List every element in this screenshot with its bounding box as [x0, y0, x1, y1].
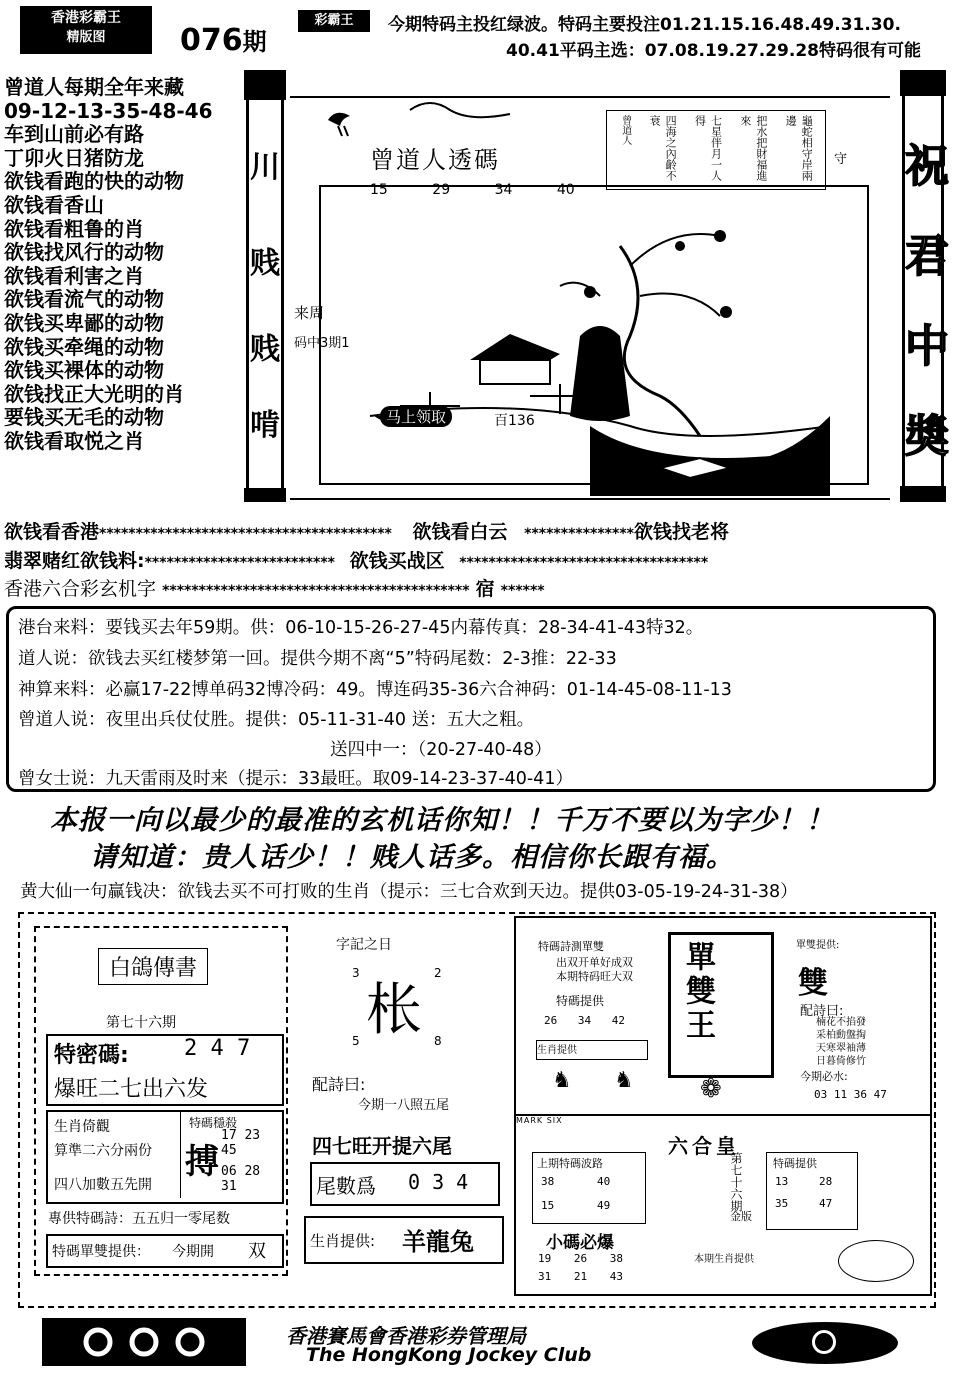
- right-scroll: [902, 96, 949, 488]
- sdk-poem-label: 配詩曰:: [800, 1004, 844, 1019]
- footer-logo-right: [752, 1322, 898, 1364]
- left-clue-item: 欲钱看粗鲁的肖: [4, 216, 144, 241]
- guard-char: 守: [834, 152, 848, 167]
- small-row-1: 19 26 38: [538, 1252, 623, 1265]
- lhk-issue: 第七十六期: [729, 1152, 743, 1212]
- tm-bao: 爆旺二七出六发: [54, 1077, 209, 1102]
- left-scroll: [246, 100, 284, 490]
- panel-liuhe-king: [514, 1114, 932, 1296]
- poem-col-1: 龜蛇相守岸兩邊: [784, 115, 814, 181]
- left-clue-item: 欲钱找正大光明的肖: [4, 381, 184, 406]
- info-row-1: 港台来料：要钱买去年59期。供：06-10-15-26-27-45内幕传真：28-34-41-43特32。: [18, 618, 704, 638]
- special-nums-1: 17 23 45: [221, 1128, 261, 1158]
- single-value: 今期開: [172, 1244, 214, 1260]
- tm-value: 2 4 7: [184, 1036, 251, 1061]
- tail-value: 0 3 4: [408, 1170, 469, 1194]
- sdk-sx: 生肖提供: [536, 1040, 648, 1060]
- left-clue-item: 曾道人每期全年来藏: [4, 75, 184, 99]
- single-label: 特碼單雙提供：: [52, 1244, 150, 1260]
- horse-icon-1: ♞: [552, 1068, 572, 1093]
- wave-title: 上期特碼波路: [537, 1157, 603, 1170]
- suan-text: 算準二六分兩份: [54, 1143, 152, 1159]
- sx-value: 羊龍兔: [402, 1227, 474, 1256]
- wave-n3: 15: [541, 1199, 555, 1212]
- header-line-2: 40.41平码主选：07.08.19.27.29.28特码很有可能: [506, 41, 922, 61]
- word-day-n8: 8: [434, 1034, 442, 1048]
- left-clue-item: 要钱买无毛的动物: [4, 405, 164, 430]
- shengxiao-box: [46, 1110, 284, 1204]
- slogan-1: 本报一向以最少的最准的玄机话你知！！千万不要以为字少！！: [50, 805, 834, 836]
- sijia-text: 四八加數五先開: [54, 1177, 152, 1193]
- word-day-n3: 3: [352, 966, 360, 980]
- footer-cn: 香港賽馬會香港彩券管理局: [286, 1324, 526, 1348]
- poem-col-4: 四海之內齡不衰: [648, 115, 678, 181]
- left-scroll-char-3: 贱: [250, 332, 280, 367]
- footer-en: The HongKong Jockey Club: [306, 1344, 592, 1366]
- sdk-line2: 本期特码旺大双: [556, 970, 633, 983]
- sx-box: [304, 1216, 504, 1264]
- logo-left-line1: 香港彩霸王: [51, 10, 121, 26]
- word-day-poem: 今期一八照五尾: [358, 1098, 450, 1113]
- lhk-title: 六合皇: [668, 1134, 740, 1158]
- word-day-n5: 5: [352, 1034, 360, 1048]
- sdk-line1: 出双开单好成双: [556, 956, 633, 969]
- horse-icon-2: ♞: [614, 1068, 634, 1093]
- info-row-3: 神算来料：必赢17-22博单码32博冷码：49。博连码35-36六合神码：01-14-45-08-11-13: [18, 680, 732, 700]
- header-line-1: 今期特码主投红绿波。特码主要投注01.21.15.16.48.49.31.30.: [388, 15, 901, 35]
- sdk-title: 特碼詩測單雙: [538, 940, 604, 953]
- special-poem: 專供特碼詩：五五归一零尾数: [48, 1211, 230, 1227]
- star-line-3: 香港六合彩玄机字 ****************************************** 宿 ******: [4, 578, 545, 600]
- panel-single-double-king: [514, 916, 932, 1116]
- tp-n1: 13: [775, 1175, 789, 1188]
- word-day-poem-label: 配詩曰:: [312, 1075, 366, 1094]
- sx-label: 生肖提供:: [310, 1232, 376, 1250]
- sdk-nums: 26 34 42: [544, 1014, 625, 1027]
- tm-label: 特密碼:: [54, 1043, 129, 1068]
- left-clue-list: [4, 76, 244, 454]
- sdk-ss-label: 單雙提供:: [796, 940, 840, 951]
- tp-n2: 28: [819, 1175, 833, 1188]
- lhk-issue2: 金版: [730, 1210, 752, 1223]
- left-clue-item: 欲钱看取悦之肖: [4, 428, 144, 453]
- picture-panel: [244, 70, 949, 502]
- wave-n1: 38: [541, 1175, 555, 1188]
- right-scroll-char-1: 祝: [905, 141, 949, 192]
- right-scroll-char-2: 君: [905, 231, 949, 282]
- tail-label: 尾數爲: [316, 1174, 376, 1198]
- poem-col-5: 曾道人: [619, 115, 631, 145]
- poem-box: [606, 110, 826, 190]
- word-day-big: 四七旺开提六尾: [312, 1134, 452, 1158]
- footer-logo-left: [42, 1318, 246, 1366]
- tp-n4: 47: [819, 1197, 833, 1210]
- left-scroll-top: [244, 70, 286, 100]
- sdk-poem: 楠花不掐發 采柏動盤掏 天寒翠袖薄 日暮倚修竹: [816, 1017, 866, 1067]
- small-title: 小碼必爆: [546, 1233, 614, 1253]
- left-clue-item: 欲钱买卑鄙的动物: [4, 310, 164, 335]
- info-row-2: 道人说：欲钱去买红楼梦第一回。提供今期不离“5”特码尾数：2-3推：22-33: [18, 649, 617, 669]
- left-clue-item: 欲钱看香山: [4, 192, 104, 217]
- huang-line: 黄大仙一句赢钱决：欲钱去买不可打败的生肖（提示：三七合欢到天边。提供03-05-19-24-31-38）: [20, 882, 798, 902]
- small-row-2: 31 21 43: [538, 1270, 623, 1283]
- left-clue-item: 欲钱看流气的动物: [4, 287, 164, 312]
- sdk-must-label: 今期必水:: [800, 1070, 848, 1083]
- poem-col-3: 七星伴月一人得: [693, 115, 723, 181]
- info-row-5: 送四中一：（20-27-40-48）: [330, 740, 552, 760]
- panel-white-dove: [34, 926, 288, 1276]
- wave-box: [532, 1152, 646, 1224]
- shengxiao-label: 生肖倚觀: [54, 1119, 110, 1135]
- panel-word-day: [300, 926, 506, 1276]
- left-clue-item: 车到山前必有路: [4, 122, 144, 147]
- left-scroll-char-1: 川: [250, 150, 280, 185]
- king-text: 單雙王: [680, 941, 715, 1043]
- overlay-text-2: 码中3期1: [294, 336, 350, 351]
- white-dove-issue: 第七十六期: [106, 1015, 176, 1031]
- sdk-ss-value: 雙: [798, 966, 828, 1001]
- left-scroll-bottom: [244, 488, 286, 502]
- tail-box: [310, 1162, 500, 1206]
- word-day-title: 字記之日: [336, 937, 392, 953]
- left-scroll-char-4: 啃: [250, 408, 280, 443]
- info-row-6: 曾女士说：九天雷雨及时来（提示：33最旺。取09-14-23-37-40-41）: [18, 769, 573, 789]
- white-dove-title: 白鴿傳書: [98, 948, 208, 985]
- star-line-2: 翡翠赌红欲钱料:************************** 欲钱买战区 **********************************: [4, 550, 709, 572]
- footer-swirl-icon: [42, 1318, 246, 1366]
- header-logo-left: [20, 6, 152, 54]
- seal-icon: [838, 1240, 914, 1282]
- star-line-1: 欲钱看香港**************************************** 欲钱看白云 ***************欲钱找老将: [4, 521, 729, 543]
- footer-emblem-icon: [812, 1330, 836, 1354]
- special-nums-2: 06 28 31: [221, 1164, 261, 1194]
- tm-box: [46, 1034, 284, 1106]
- right-scroll-bottom: [900, 486, 946, 502]
- ornament-icon: ❁: [700, 1074, 722, 1104]
- left-clue-item: 欲钱买牵绳的动物: [4, 334, 164, 359]
- word-day-char: 枨: [366, 978, 422, 1043]
- word-day-n2: 2: [434, 966, 442, 980]
- sdk-must-nums: 03 11 36 47: [814, 1088, 887, 1101]
- left-clue-item: 欲钱看跑的快的动物: [4, 169, 184, 194]
- left-clue-item: 09-12-13-35-48-46: [4, 98, 213, 123]
- overlay-text-3: 马上领取: [380, 406, 452, 427]
- header-logo-mid: 彩霸王: [298, 10, 370, 32]
- mark-six-strip: MARK SIX: [516, 1116, 563, 1125]
- poem-col-2: 把水把財福進來: [738, 115, 768, 181]
- info-row-4: 曾道人说：夜里出兵仗仗胜。提供：05-11-31-40 送：五大之粗。: [18, 710, 535, 730]
- tp-n3: 35: [775, 1197, 789, 1210]
- sdk-provide: 特碼提供: [556, 994, 605, 1008]
- right-scroll-char-4: 奬: [905, 411, 949, 462]
- picture-numbers: 15 29 34 40: [370, 182, 575, 198]
- overlay-text-4: 百136: [494, 413, 535, 429]
- left-clue-item: 欲钱买裸体的动物: [4, 358, 164, 383]
- right-scroll-top: [900, 70, 946, 96]
- bo-char: 搏: [185, 1142, 219, 1182]
- left-scroll-char-2: 贱: [250, 246, 280, 281]
- king-box: [668, 932, 774, 1078]
- wave-n4: 49: [597, 1199, 611, 1212]
- tp-box: [766, 1152, 858, 1230]
- single-double-box: [46, 1234, 284, 1268]
- slogan-2: 请知道：贵人话少！！贱人话多。相信你长跟有福。: [90, 842, 734, 873]
- left-clue-item: 欲钱看利害之肖: [4, 263, 144, 288]
- left-clue-item: 丁卯火日猪防龙: [4, 145, 144, 170]
- wave-n2: 40: [597, 1175, 611, 1188]
- lhk-sx: 本期生肖提供: [694, 1254, 754, 1265]
- issue-number: 076期: [180, 23, 267, 58]
- left-clue-item: 欲钱找风行的动物: [4, 240, 164, 265]
- tp-title: 特碼提供: [773, 1157, 817, 1170]
- special-box: [180, 1112, 281, 1198]
- right-scroll-char-3: 中: [905, 321, 949, 372]
- logo-left-line2: 精版图: [66, 30, 106, 45]
- single-result: 双: [248, 1241, 266, 1262]
- picture-title: 曾道人透碼: [370, 146, 500, 174]
- overlay-text-1: 来周: [294, 304, 325, 322]
- special-label: 特碼穩殺: [189, 1116, 238, 1130]
